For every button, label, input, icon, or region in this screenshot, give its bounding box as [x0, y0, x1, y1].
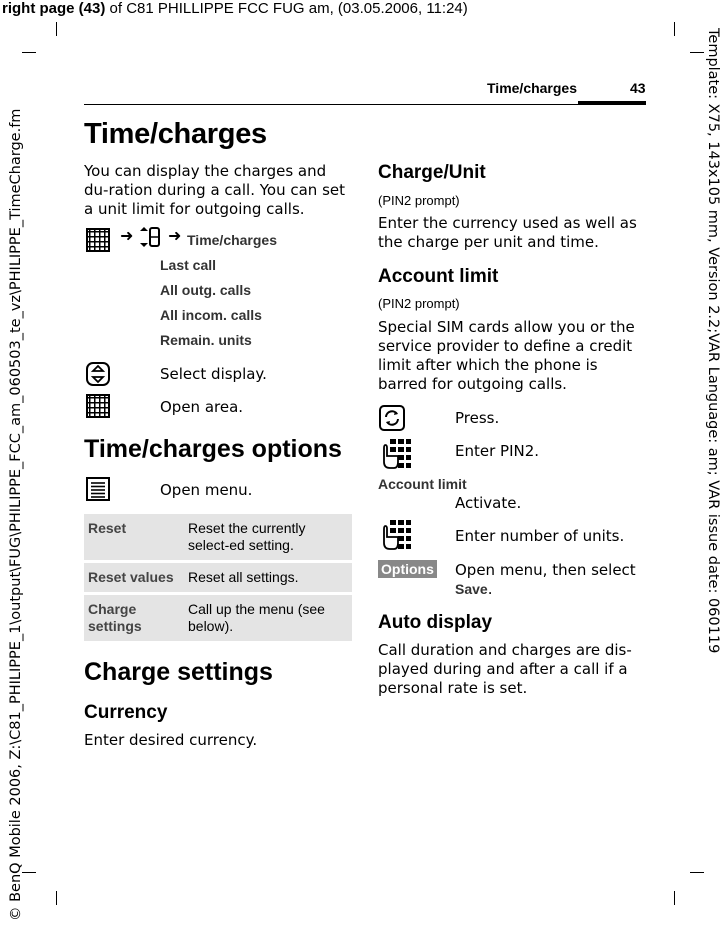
- currency-title: Currency: [84, 702, 168, 723]
- table-key: Reset values: [84, 563, 184, 592]
- page-title: Time/charges: [84, 118, 267, 150]
- options-table: [84, 511, 352, 644]
- crop-mark: [22, 872, 36, 873]
- activate-text: Activate.: [455, 494, 522, 512]
- auto-display-text: Call duration and charges are dis-played during and after a call if a personal rate is set.: [378, 641, 632, 697]
- account-limit-text: Special SIM cards allow you or the service provider to define a credit limit after which the phone is barred for outgoing calls.: [378, 318, 635, 393]
- enter-pin2-text: Enter PIN2.: [455, 442, 540, 460]
- running-head-rule-bold: [578, 101, 646, 105]
- print-header-text: of C81 PHILLIPPE FCC FUG am, (03.05.2006, 11:24): [105, 0, 468, 17]
- table-key: Charge settings: [84, 595, 184, 641]
- side-text-left: © BenQ Mobile 2006, Z:\C81_PHILIPPE_1\output\FUG\PHILIPPE_FCC_am_060503_te_vz\PHILIPPE_TimeCharge.fm: [8, 108, 24, 921]
- print-header-label: right page (43): [2, 0, 106, 17]
- arrow-icon: ➜: [120, 226, 134, 245]
- table-key: Reset: [84, 514, 184, 560]
- account-limit-prompt: (PIN2 prompt): [378, 296, 460, 311]
- list-menu-icon: [86, 477, 110, 501]
- open-menu-select: Open menu, then select: [455, 561, 636, 579]
- enter-units-text: Enter number of units.: [455, 527, 625, 545]
- options-title: Time/charges options: [84, 435, 342, 463]
- intro-text: You can display the charges and du-ration during a call. You can set a unit limit for outgoing calls.: [84, 162, 345, 218]
- save-end: .: [487, 580, 493, 598]
- menu-item: All incom. calls: [160, 307, 262, 323]
- save-label: Save: [455, 581, 488, 597]
- keypad-icon: [378, 519, 412, 551]
- charge-unit-prompt: (PIN2 prompt): [378, 193, 460, 208]
- table-value: Reset the currently select-ed setting.: [184, 514, 352, 560]
- table-row: [84, 514, 352, 560]
- side-text-right: Template: X75, 143x105 mm, Version 2.2;VAR Language: am; VAR issue date: 060119: [705, 28, 721, 654]
- currency-text: Enter desired currency.: [84, 731, 258, 749]
- press-text: Press.: [455, 409, 500, 427]
- menu-item: Last call: [160, 257, 217, 273]
- account-limit-label: Account limit: [378, 476, 467, 492]
- table-value: Call up the menu (see below).: [184, 595, 352, 641]
- running-head-rule: [84, 104, 646, 105]
- open-area-text: Open area.: [160, 398, 244, 416]
- charge-unit-text: Enter the currency used as well as the charge per unit and time.: [378, 214, 637, 251]
- crop-mark: [674, 22, 675, 36]
- menu-grid-icon: [86, 228, 110, 252]
- account-limit-title: Account limit: [378, 266, 499, 287]
- menu-grid-icon: [86, 394, 110, 418]
- print-header: [2, 0, 468, 17]
- open-menu-text: Open menu.: [160, 481, 253, 499]
- crop-mark: [690, 52, 704, 53]
- menu-item: Remain. units: [160, 332, 252, 348]
- crop-mark: [56, 891, 57, 905]
- charge-settings-title: Charge settings: [84, 658, 273, 686]
- arrow-icon: ➜: [168, 226, 182, 245]
- keypad-icon: [378, 438, 412, 470]
- select-display-text: Select display.: [160, 365, 267, 383]
- crop-mark: [690, 872, 704, 873]
- running-head-page: 43: [630, 80, 646, 96]
- crop-mark: [674, 891, 675, 905]
- menu-item: All outg. calls: [160, 282, 252, 298]
- charge-unit-title: Charge/Unit: [378, 162, 486, 183]
- select-key-icon: [379, 405, 405, 431]
- auto-display-title: Auto display: [378, 612, 493, 633]
- crop-mark: [22, 52, 36, 53]
- navigation-key-icon: [85, 361, 111, 387]
- running-head-title: Time/charges: [487, 80, 578, 96]
- options-softkey: Options: [378, 560, 437, 578]
- table-value: Reset all settings.: [184, 563, 352, 592]
- crop-mark: [56, 22, 57, 36]
- menu-path-label: Time/charges: [187, 232, 278, 248]
- table-row: [84, 563, 352, 592]
- open-menu-select-text: [455, 561, 645, 599]
- table-row: [84, 595, 352, 641]
- navigation-key-icon: [138, 224, 162, 250]
